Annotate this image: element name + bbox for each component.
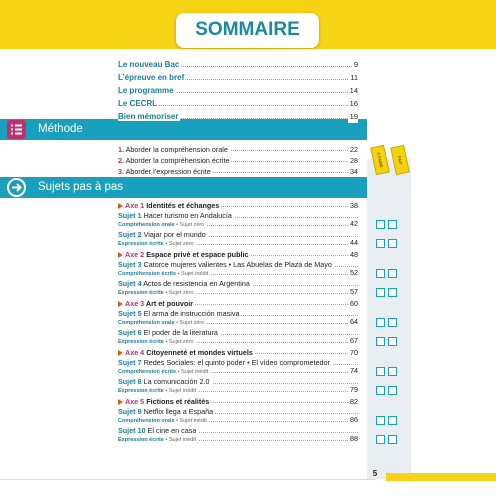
sujet-row[interactable]: Sujet 8 La comunicación 2.0 Expression écrite • Sujet inédit 79 xyxy=(118,377,358,394)
done-checkbox[interactable] xyxy=(388,367,397,376)
section-title: Sujets pas à pas xyxy=(38,181,124,193)
triangle-icon xyxy=(118,252,123,258)
page-ref: 14 xyxy=(349,86,358,95)
sujet-label: Sujet 5 xyxy=(118,309,142,318)
axe-label: Axe 4 xyxy=(125,348,145,357)
todo-checkbox[interactable] xyxy=(376,220,385,229)
todo-checkbox[interactable] xyxy=(376,367,385,376)
axe-title: Identités et échanges xyxy=(146,201,220,210)
axe-row[interactable] xyxy=(118,298,358,309)
sujet-label: Sujet 9 xyxy=(118,407,142,416)
page-ref: 16 xyxy=(349,99,358,108)
done-checkbox[interactable] xyxy=(388,288,397,297)
intro-item-label: L’épreuve en bref xyxy=(118,73,185,82)
page-ref: 19 xyxy=(349,112,358,121)
todo-tag: À FAIRE xyxy=(370,145,390,175)
methode-item[interactable] xyxy=(118,155,358,166)
sujet-label: Sujet 3 xyxy=(118,260,142,269)
page-ref: 70 xyxy=(350,348,358,357)
item-number: 2. xyxy=(118,156,124,165)
sujet-row[interactable]: Sujet 5 El arma de instrucción masiva Compréhension orale • Sujet zéro 64 xyxy=(118,309,358,326)
progress-checkboxes xyxy=(376,363,402,372)
sujet-type: Expression écrite xyxy=(118,388,164,394)
sujet-title: Hacer turismo en Andalucía xyxy=(143,211,232,220)
sujet-title: Netflix llega a España xyxy=(143,407,214,416)
intro-item-label: Le programme xyxy=(118,86,174,95)
axe-label: Axe 1 xyxy=(125,201,145,210)
todo-checkbox[interactable] xyxy=(376,416,385,425)
axe-title: Art et pouvoir xyxy=(145,299,194,308)
sujet-title: Viajar por el mundo xyxy=(143,230,206,239)
page-ref: 64 xyxy=(350,317,358,326)
axe-row[interactable] xyxy=(118,347,358,358)
axe-row[interactable] xyxy=(118,249,358,260)
item-number: 3. xyxy=(118,167,124,176)
sujet-kind: Sujet inédit xyxy=(168,437,197,443)
done-checkbox[interactable] xyxy=(388,269,397,278)
progress-checkboxes xyxy=(376,333,402,342)
triangle-icon xyxy=(118,203,123,209)
item-label: Aborder la compréhension écrite xyxy=(125,156,230,165)
intro-list xyxy=(118,58,358,123)
page-ref: 22 xyxy=(350,145,358,154)
sujet-label: Sujet 4 xyxy=(118,279,142,288)
page-ref: 88 xyxy=(350,434,358,443)
done-checkbox[interactable] xyxy=(388,318,397,327)
page-ref: 60 xyxy=(350,299,358,308)
intro-item-label: Le nouveau Bac xyxy=(118,60,180,69)
sujet-label: Sujet 1 xyxy=(118,211,142,220)
sujet-title: Catorce mujeres valientes • Las Abuelas de Plaza de Mayo xyxy=(143,260,332,269)
done-checkbox[interactable] xyxy=(388,220,397,229)
page-ref: 82 xyxy=(350,397,358,406)
sujet-kind: Sujet inédit xyxy=(181,369,209,375)
todo-checkbox[interactable] xyxy=(376,269,385,278)
axe-row[interactable] xyxy=(118,200,358,211)
page-ref: 52 xyxy=(350,268,358,277)
axe-title: Citoyenneté et mondes virtuels xyxy=(146,348,253,357)
sujet-kind: Sujet zéro xyxy=(179,222,205,228)
sujet-type: Compréhension orale xyxy=(118,222,175,228)
page-ref: 79 xyxy=(350,385,358,394)
methode-item[interactable] xyxy=(118,166,358,177)
list-icon xyxy=(6,119,27,140)
sujet-label: Sujet 8 xyxy=(118,377,142,386)
page-ref: 42 xyxy=(350,219,358,228)
progress-checkboxes xyxy=(376,265,402,274)
sujet-kind: Sujet zéro xyxy=(179,320,205,326)
sujet-title: La comunicación 2.0 xyxy=(143,377,210,386)
sujet-row[interactable]: Sujet 7 Redes Sociales: el quinto poder • El vídeo comprometedor Compréhension écrite • Sujet inédit 74 xyxy=(118,358,358,375)
sujet-row[interactable]: Sujet 10 El cine en casa Expression écrite • Sujet inédit 88 xyxy=(118,426,358,443)
item-number: 1. xyxy=(118,145,124,154)
sujet-type: Compréhension écrite xyxy=(118,271,177,277)
triangle-icon xyxy=(118,350,123,356)
title-box xyxy=(176,13,319,48)
page-ref: 48 xyxy=(350,250,358,259)
progress-checkboxes xyxy=(376,216,402,225)
done-checkbox[interactable] xyxy=(388,337,397,346)
axe-label: Axe 5 xyxy=(125,397,145,406)
triangle-icon xyxy=(118,301,123,307)
sujet-type: Compréhension orale xyxy=(118,418,175,424)
progress-checkboxes xyxy=(376,314,402,323)
sujet-kind: Sujet inédit xyxy=(168,388,197,394)
done-checkbox[interactable] xyxy=(388,386,397,395)
page-ref: 67 xyxy=(350,336,358,345)
intro-item[interactable] xyxy=(118,97,358,110)
sujet-title: El poder de la literatura xyxy=(143,328,218,337)
page-ref: 9 xyxy=(353,60,358,69)
page-ref: 11 xyxy=(350,73,358,82)
intro-item-label: Le CECRL xyxy=(118,99,158,108)
sujet-label: Sujet 6 xyxy=(118,328,142,337)
sujet-title: El arma de instrucción masiva xyxy=(143,309,240,318)
sujets-list xyxy=(118,200,358,445)
progress-checkboxes xyxy=(376,284,402,293)
sujet-type: Expression écrite xyxy=(118,290,164,296)
sujet-title: Redes Sociales: el quinto poder • El vídeo comprometedor xyxy=(143,358,330,367)
axe-label: Axe 2 xyxy=(125,250,145,259)
item-label: Aborder la compréhension orale xyxy=(125,145,228,154)
axe-label: Axe 3 xyxy=(125,299,145,308)
intro-item-label: Bien mémoriser xyxy=(118,112,179,121)
sujet-title: Actos de resistencia en Argentina xyxy=(143,279,250,288)
arrow-circle-icon xyxy=(6,177,27,198)
progress-checkboxes xyxy=(376,382,402,391)
sujet-row[interactable]: Sujet 9 Netflix llega a España Compréhension orale • Sujet inédit 86 xyxy=(118,407,358,424)
intro-item[interactable] xyxy=(118,58,358,71)
axe-title: Espace privé et espace public xyxy=(146,250,249,259)
sujet-row[interactable]: Sujet 4 Actos de resistencia en Argentina Expression écrite • Sujet zéro 57 xyxy=(118,279,358,296)
progress-checkboxes xyxy=(376,235,402,244)
triangle-icon xyxy=(118,399,123,405)
sujet-label: Sujet 10 xyxy=(118,426,146,435)
done-checkbox[interactable] xyxy=(388,416,397,425)
progress-checkboxes xyxy=(376,412,402,421)
footer-band xyxy=(386,473,496,481)
methode-header xyxy=(0,119,367,140)
sujet-type: Compréhension écrite xyxy=(118,369,177,375)
done-checkbox[interactable] xyxy=(388,435,397,444)
sujet-title: El cine en casa xyxy=(147,426,197,435)
item-label: Aborder l’expression écrite xyxy=(125,167,211,176)
page-title: SOMMAIRE xyxy=(195,19,300,40)
sujet-kind: Sujet zéro xyxy=(168,290,194,296)
sujet-row[interactable]: Sujet 1 Hacer turismo en Andalucía Compréhension orale • Sujet zéro 42 xyxy=(118,211,358,228)
sujet-kind: Sujet zéro xyxy=(168,339,194,345)
section-title: Méthode xyxy=(38,123,83,135)
page-ref: 74 xyxy=(350,366,358,375)
todo-checkbox[interactable] xyxy=(376,239,385,248)
sujet-type: Expression écrite xyxy=(118,241,164,247)
sujet-label: Sujet 7 xyxy=(118,358,142,367)
sujet-kind: Sujet inédit xyxy=(179,418,207,424)
todo-checkbox[interactable] xyxy=(376,318,385,327)
axe-title: Fictions et réalités xyxy=(146,397,210,406)
todo-checkbox[interactable] xyxy=(376,337,385,346)
sujet-row[interactable]: Sujet 3 Catorce mujeres valientes • Las Abuelas de Plaza de Mayo Compréhension écrite • Sujet inédit 52 xyxy=(118,260,358,277)
axe-row[interactable] xyxy=(118,396,358,407)
sujet-kind: Sujet zéro xyxy=(168,241,194,247)
intro-item[interactable] xyxy=(118,84,358,97)
intro-item[interactable] xyxy=(118,71,358,84)
page-ref: 34 xyxy=(350,167,358,176)
footer-rule xyxy=(0,479,376,480)
page-ref: 86 xyxy=(350,415,358,424)
sujet-kind: Sujet inédit xyxy=(181,271,209,277)
todo-checkbox[interactable] xyxy=(376,386,385,395)
sujet-type: Compréhension orale xyxy=(118,320,175,326)
sujet-type: Expression écrite xyxy=(118,339,164,345)
page-ref: 57 xyxy=(350,287,358,296)
page-ref: 28 xyxy=(350,156,358,165)
methode-list xyxy=(118,144,358,177)
sujet-row[interactable]: Sujet 2 Viajar por el mundo Expression écrite • Sujet zéro 44 xyxy=(118,230,358,247)
methode-item[interactable] xyxy=(118,144,358,155)
page-number: 5 xyxy=(372,469,378,478)
todo-checkbox[interactable] xyxy=(376,288,385,297)
page-ref: 44 xyxy=(350,238,358,247)
sujet-type: Expression écrite xyxy=(118,437,164,443)
sujets-header xyxy=(0,177,367,198)
progress-checkboxes xyxy=(376,431,402,440)
todo-checkbox[interactable] xyxy=(376,435,385,444)
sujet-label: Sujet 2 xyxy=(118,230,142,239)
page-ref: 38 xyxy=(350,201,358,210)
sujet-row[interactable]: Sujet 6 El poder de la literatura Expression écrite • Sujet zéro 67 xyxy=(118,328,358,345)
done-tag: FAIT xyxy=(390,145,410,175)
done-checkbox[interactable] xyxy=(388,239,397,248)
